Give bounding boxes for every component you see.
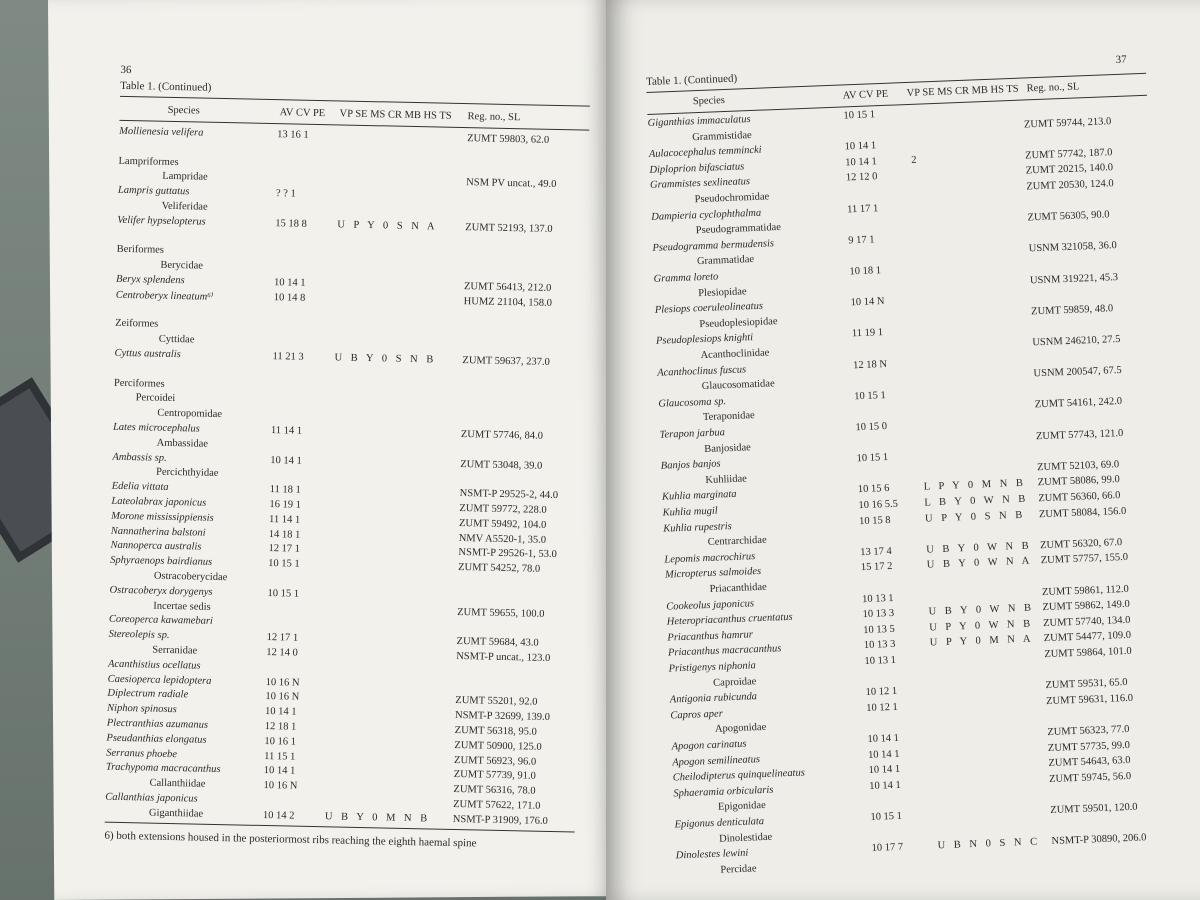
counts-cell: 10 13 3 [862, 608, 895, 621]
codes-cell: U P Y 0 M N A [929, 633, 1034, 649]
reg-cell: ZUMT 59745, 56.0 [1048, 770, 1132, 785]
reg-cell: NSMT-P 30890, 206.0 [1051, 832, 1147, 848]
reg-cell: ZUMT 57622, 171.0 [453, 798, 541, 812]
species-cell: Apogon semilineatus [672, 753, 761, 769]
counts-cell: 13 16 1 [277, 129, 309, 141]
reg-cell: ZUMT 57735, 99.0 [1047, 739, 1131, 754]
header-species: Species [167, 104, 200, 117]
species-cell: Nannoperca australis [110, 540, 202, 554]
counts-cell: 11 14 1 [270, 425, 303, 437]
species-cell: Giganthias immaculatus [647, 114, 751, 129]
counts-cell: 16 19 1 [269, 499, 302, 511]
counts-cell: 11 18 1 [269, 484, 301, 496]
counts-cell: 11 19 1 [851, 327, 884, 340]
species-cell: Giganthiidae [148, 807, 204, 820]
reg-cell: ZUMT 56323, 77.0 [1047, 723, 1130, 739]
reg-cell: ZUMT 59655, 100.0 [457, 606, 545, 620]
species-cell: Berycidae [160, 259, 204, 272]
reg-cell: ZUMT 56923, 96.0 [453, 754, 537, 768]
reg-cell: USNM 321058, 36.0 [1028, 240, 1118, 255]
reg-cell: ZUMT 54477, 109.0 [1043, 630, 1132, 645]
codes-cell: L P Y 0 M N B [923, 478, 1027, 494]
species-cell: Micropterus salmoides [664, 566, 762, 582]
species-cell: Dampieria cyclophthalma [651, 207, 762, 223]
counts-cell: 12 18 N [852, 358, 888, 371]
codes-cell: U B Y 0 M N B [324, 811, 431, 825]
species-cell: Beryx splendens [115, 273, 185, 287]
counts-cell: 12 12 0 [845, 171, 878, 184]
species-cell: Terapon jarbua [659, 427, 726, 441]
reg-cell: ZUMT 58086, 99.0 [1037, 474, 1120, 489]
reg-cell: ZUMT 56318, 95.0 [454, 724, 537, 738]
species-cell: Ambassis sp. [112, 451, 167, 464]
species-cell: Priacanthus hamrur [667, 629, 754, 644]
species-cell: Lates microcephalus [112, 421, 200, 435]
species-cell: Heteropriacanthus cruentatus [666, 611, 793, 628]
counts-cell: 15 17 2 [860, 561, 893, 574]
reg-cell: ZUMT 57743, 121.0 [1035, 427, 1124, 442]
counts-cell: 10 15 6 [857, 483, 890, 496]
species-cell: Grammistes sexlineatus [649, 176, 751, 192]
species-cell: Dinolestes lewini [675, 847, 749, 862]
codes-cell: U P Y 0 W N B [929, 618, 1034, 634]
reg-cell: ZUMT 57739, 91.0 [453, 769, 536, 783]
species-cell: Lampris guttatus [117, 184, 190, 198]
species-cell: Cyttidae [158, 333, 195, 346]
codes-cell: U B Y 0 W N B [928, 602, 1035, 618]
reg-cell: ZUMT 57742, 187.0 [1024, 146, 1113, 162]
reg-cell: USNM 319221, 45.3 [1029, 271, 1119, 286]
reg-cell: ZUMT 55201, 92.0 [455, 695, 538, 709]
species-cell: Antigonia rubicunda [669, 691, 758, 706]
counts-cell: 10 12 1 [865, 686, 898, 699]
species-cell: Banjos banjos [660, 458, 721, 472]
species-cell: Centroberyx lineatum⁶⁾ [115, 289, 214, 303]
species-cell: Kuhlia rupestris [663, 520, 732, 535]
reg-cell: ZUMT 56413, 212.0 [463, 281, 552, 294]
species-cell: Caproidae [712, 675, 757, 689]
species-cell: Zeiformes [115, 318, 159, 331]
reg-cell: NSM PV uncat., 49.0 [466, 177, 557, 191]
counts-cell: 10 16 N [265, 676, 300, 689]
counts-cell: 10 14 1 [844, 140, 877, 153]
counts-cell: 10 14 1 [869, 779, 901, 792]
counts-cell: 10 15 0 [855, 421, 888, 434]
species-cell: Pseudochromidae [694, 191, 770, 206]
species-cell: Acanthistius ocellatus [107, 658, 201, 672]
species-cell: Morone mississippiensis [111, 510, 214, 524]
reg-cell: NSMT-P 31909, 176.0 [452, 813, 548, 827]
footnote: 6) both extensions housed in the posteriormost ribs reaching the eighth haemal spine [104, 829, 477, 850]
header-reg: Reg. no., SL [1026, 81, 1080, 95]
species-cell: Coreoperca kawamebari [108, 614, 213, 628]
species-cell: Serranidae [152, 644, 198, 657]
codes-cell: 2 [911, 154, 920, 166]
left-page [48, 0, 614, 900]
species-cell: Perciformes [113, 377, 165, 390]
species-cell: Grammistidae [692, 129, 752, 143]
counts-cell: 10 13 1 [861, 592, 894, 605]
species-cell: Sphaeramia orbicularis [673, 784, 774, 800]
species-cell: Lateolabrax japonicus [111, 495, 207, 509]
reg-cell: ZUMT 50900, 125.0 [454, 739, 542, 753]
counts-cell: 10 15 1 [870, 810, 903, 823]
species-cell: Velifer hypselopterus [117, 214, 206, 228]
reg-cell: ZUMT 59744, 213.0 [1023, 115, 1112, 131]
reg-cell: NSMT-P 29526-1, 53.0 [458, 547, 557, 561]
counts-cell: 10 16 1 [264, 735, 297, 748]
reg-cell: ZUMT 56360, 66.0 [1038, 490, 1121, 505]
counts-cell: 10 14 1 [264, 706, 297, 718]
counts-cell: 15 18 8 [275, 217, 307, 230]
page-number: 36 [120, 63, 132, 77]
species-cell: Diploprion bifasciatus [649, 161, 745, 176]
right-page [606, 0, 1200, 900]
species-cell: Capros aper [670, 708, 724, 722]
species-cell: Percichthyidae [155, 467, 219, 480]
counts-cell: ? ? 1 [275, 188, 296, 200]
reg-cell: HUMZ 21104, 158.0 [463, 295, 553, 309]
counts-cell: 10 14 8 [273, 291, 306, 304]
reg-cell: ZUMT 20215, 140.0 [1025, 162, 1114, 177]
codes-cell: U B Y 0 W N A [926, 555, 1033, 571]
species-cell: Apogonidae [714, 722, 767, 736]
counts-cell: 10 14 1 [868, 763, 901, 777]
species-cell: Nannatherina balstoni [110, 525, 206, 539]
reg-cell: ZUMT 57757, 155.0 [1040, 552, 1129, 567]
counts-cell: 9 17 1 [848, 234, 875, 247]
species-cell: Kuhliidae [705, 473, 747, 486]
counts-cell: 10 16 N [265, 691, 300, 704]
counts-cell: 10 17 7 [871, 841, 904, 855]
counts-cell: 10 18 1 [849, 265, 882, 278]
table-title: Table 1. (Continued) [120, 79, 212, 94]
counts-cell: 10 15 1 [268, 558, 300, 570]
table-title: Table 1. (Continued) [645, 72, 738, 88]
species-cell: Incertae sedis [153, 600, 211, 613]
reg-cell: ZUMT 57740, 134.0 [1042, 614, 1131, 629]
species-cell: Acanthoclinidae [700, 347, 770, 362]
species-cell: Pseudoplesiops knighti [655, 332, 754, 348]
counts-cell: 12 14 0 [266, 647, 298, 659]
counts-cell: 10 14 1 [867, 748, 900, 761]
reg-cell: ZUMT 59631, 116.0 [1045, 692, 1134, 707]
counts-cell: 11 17 1 [846, 202, 879, 215]
species-cell: Acanthoclinus fuscus [657, 363, 747, 379]
species-cell: Serranus phoebe [106, 747, 178, 760]
codes-cell: U B N 0 S N C [937, 836, 1041, 852]
counts-cell: 10 15 1 [267, 587, 300, 600]
reg-cell: ZUMT 56316, 78.0 [453, 784, 536, 797]
counts-cell: 10 14 1 [263, 765, 296, 778]
reg-cell: NSMT-P 32699, 139.0 [454, 710, 551, 724]
species-cell: Caesioperca lepidoptera [107, 673, 212, 687]
counts-cell: 10 12 1 [866, 701, 898, 714]
counts-cell: 12 17 1 [266, 632, 299, 644]
header-species: Species [692, 94, 726, 108]
species-cell: Epigonus denticulata [674, 816, 765, 831]
counts-cell: 10 14 1 [270, 454, 302, 467]
species-cell: Plesiops coeruleolineatus [654, 300, 764, 317]
counts-cell: 12 18 1 [264, 720, 297, 733]
reg-cell: ZUMT 20530, 124.0 [1026, 178, 1114, 193]
reg-cell: ZUMT 54252, 78.0 [458, 562, 541, 575]
counts-cell: 11 15 1 [264, 750, 296, 763]
reg-cell: ZUMT 59492, 104.0 [458, 517, 547, 531]
codes-cell: L B Y 0 W N B [924, 493, 1029, 509]
species-cell: Plesiopidae [698, 285, 747, 299]
species-cell: Ambassidae [156, 437, 209, 450]
species-cell: Sphyraenops bairdianus [110, 554, 213, 569]
counts-cell: 10 15 8 [858, 514, 891, 527]
species-cell: Cheilodipterus quinquelineatus [672, 767, 806, 784]
header-vp: VP SE MS CR MB HS TS [339, 108, 452, 122]
reg-cell: ZUMT 59803, 62.0 [467, 133, 550, 146]
reg-cell: ZUMT 54161, 242.0 [1034, 396, 1123, 411]
codes-cell: U B Y 0 S N B [334, 352, 437, 366]
reg-cell: USNM 200547, 67.5 [1033, 365, 1122, 380]
species-cell: Trachypoma macracanthus [105, 762, 221, 776]
species-cell: Beriformes [116, 244, 165, 257]
counts-cell: 10 13 1 [864, 654, 897, 668]
reg-cell: ZUMT 58084, 156.0 [1038, 505, 1127, 520]
codes-cell: U B Y 0 W N B [926, 540, 1032, 556]
codes-cell: U P Y 0 S N B [924, 509, 1026, 525]
counts-cell: 11 14 1 [268, 513, 301, 526]
reg-cell: ZUMT 59637, 237.0 [462, 355, 550, 368]
counts-cell: 10 15 1 [856, 452, 889, 465]
reg-cell: ZUMT 54643, 63.0 [1048, 755, 1131, 770]
header-reg: Reg. no., SL [467, 111, 521, 124]
counts-cell: 10 13 5 [863, 623, 895, 636]
reg-cell: ZUMT 59864, 101.0 [1044, 645, 1132, 661]
species-cell: Banjosidae [704, 441, 752, 455]
species-cell: Pristigenys niphonia [668, 660, 756, 675]
species-cell: Plectranthias azumanus [106, 717, 209, 731]
species-cell: Pseudogrammatidae [695, 222, 782, 237]
reg-cell: ZUMT 56305, 90.0 [1027, 209, 1110, 224]
species-cell: Pseudanthias elongatus [106, 732, 207, 746]
counts-cell: 10 16 N [263, 780, 298, 792]
counts-cell: 10 14 1 [845, 156, 878, 169]
species-cell: Niphon spinosus [106, 702, 177, 716]
species-cell: Kuhlia mugil [662, 505, 718, 519]
species-cell: Apogon carinatus [671, 738, 747, 753]
reg-cell: ZUMT 57746, 84.0 [460, 429, 544, 442]
species-cell: Mollienesia velifera [119, 125, 204, 139]
species-cell: Centropomidae [157, 407, 223, 421]
species-cell: Diplectrum radiale [107, 688, 189, 701]
counts-cell: 11 21 3 [272, 351, 304, 363]
counts-cell: 10 15 1 [854, 389, 886, 403]
species-cell: Aulacocephalus temmincki [648, 144, 762, 161]
reg-cell: ZUMT 59862, 149.0 [1042, 599, 1131, 614]
reg-cell: ZUMT 59501, 120.0 [1050, 801, 1138, 817]
reg-cell: USNM 246210, 27.5 [1032, 333, 1121, 349]
species-cell: Glaucosoma sp. [658, 395, 727, 410]
species-cell: Percidae [720, 863, 757, 876]
header-av: AV CV PE [279, 107, 326, 120]
species-cell: Kuhlia marginata [661, 489, 737, 504]
species-cell: Pseudogramma bermudensis [652, 238, 775, 254]
species-cell: Ostracoberycidae [153, 570, 228, 584]
species-cell: Edelia vittata [111, 480, 169, 494]
reg-cell: ZUMT 59772, 228.0 [459, 503, 547, 516]
counts-cell: 10 14 N [850, 296, 885, 309]
counts-cell: 12 17 1 [268, 543, 301, 556]
species-cell: Lepomis macrochirus [664, 550, 756, 566]
counts-cell: 10 14 1 [273, 277, 306, 289]
species-cell: Stereolepis sp. [108, 628, 170, 642]
species-cell: Epigonidae [717, 800, 766, 814]
counts-cell: 10 14 2 [262, 809, 295, 822]
counts-cell: 13 17 4 [860, 545, 892, 558]
species-cell: Teraponidae [702, 410, 755, 424]
species-cell: Glaucosomatidae [701, 378, 775, 393]
species-cell: Percoidei [135, 392, 176, 405]
species-cell: Dinolestidae [718, 831, 773, 845]
reg-cell: ZUMT 59684, 43.0 [456, 636, 539, 649]
counts-cell: 10 13 3 [863, 639, 896, 652]
counts-cell: 10 14 1 [867, 732, 900, 745]
counts-cell: 14 18 1 [268, 528, 301, 541]
species-cell: Centrarchidae [707, 534, 767, 549]
species-cell: Cookeolus japonicus [666, 597, 755, 613]
reg-cell: ZUMT 59531, 65.0 [1045, 677, 1128, 692]
counts-cell: 10 16 5.5 [858, 498, 899, 512]
page-number: 37 [1115, 53, 1127, 66]
species-cell: Callanthiidae [149, 777, 206, 790]
species-cell: Pseudoplesiopidae [699, 315, 778, 330]
reg-cell: ZUMT 59861, 112.0 [1041, 583, 1130, 598]
reg-cell: ZUMT 52103, 69.0 [1036, 458, 1120, 474]
reg-cell: NMV A5520-1, 35.0 [458, 532, 547, 546]
species-cell: Cyttus australis [114, 347, 181, 361]
reg-cell: ZUMT 52193, 137.0 [465, 221, 553, 235]
species-cell: Veliferidae [161, 200, 208, 213]
header-av: AV CV PE [842, 88, 889, 102]
reg-cell: ZUMT 53048, 39.0 [460, 458, 543, 472]
counts-cell: 10 15 1 [843, 109, 876, 122]
reg-cell: NSMT-P 29525-2, 44.0 [459, 488, 559, 502]
species-cell: Ostracoberyx dorygenys [109, 584, 213, 598]
codes-cell: U P Y 0 S N A [337, 219, 438, 233]
reg-cell: ZUMT 56320, 67.0 [1039, 536, 1123, 552]
species-cell: Callanthias japonicus [105, 791, 198, 805]
reg-cell: ZUMT 59859, 48.0 [1030, 303, 1114, 318]
species-cell: Lampriformes [118, 155, 179, 168]
header-vp: VP SE MS CR MB HS TS [906, 83, 1019, 99]
species-cell: Grammatidae [696, 254, 755, 268]
species-cell: Priacanthidae [709, 581, 767, 595]
species-cell: Priacanthus macracanthus [667, 643, 782, 659]
species-cell: Lampridae [162, 171, 208, 184]
reg-cell: NSMT-P uncat., 123.0 [456, 650, 551, 664]
species-cell: Gramma loreto [653, 271, 719, 285]
